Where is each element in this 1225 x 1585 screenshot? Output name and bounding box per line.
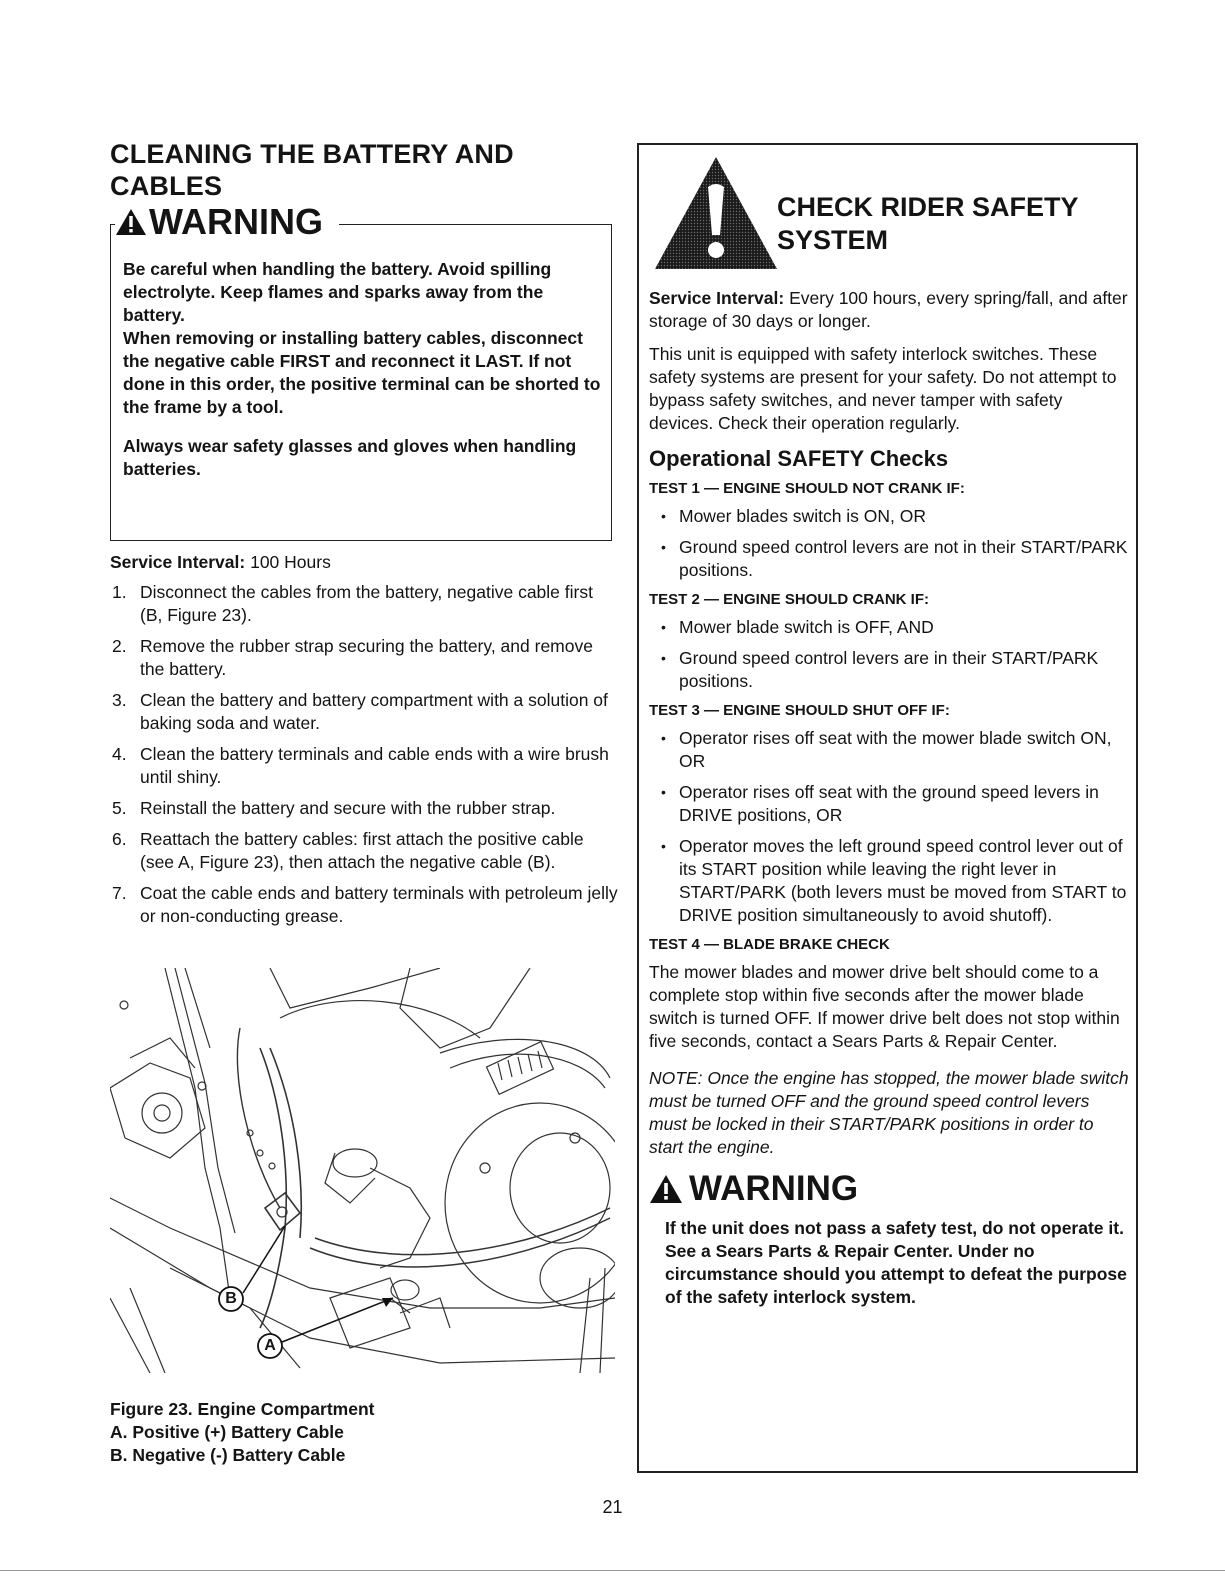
warning-triangle-icon bbox=[115, 208, 147, 236]
list-item: • Ground speed control levers are not in their START/PARK positions. bbox=[649, 536, 1129, 582]
step-text: Reinstall the battery and secure with the rubber strap. bbox=[140, 798, 556, 818]
list-item bbox=[110, 743, 620, 789]
service-interval bbox=[649, 287, 1129, 333]
warning-label: WARNING bbox=[689, 1169, 859, 1208]
test4-paragraph: The mower blades and mower drive belt should come to a complete stop within five seconds after the mower blade switch is turned OFF. If mower drive belt does not stop within five seconds, contact a Sears Parts & Repair Center. bbox=[649, 962, 1120, 1051]
warning-header bbox=[115, 202, 329, 242]
note-paragraph: NOTE: Once the engine has stopped, the mower blade switch must be turned OFF and the ground speed control levers must be locked in their START/PARK positions in order to start the engine. bbox=[649, 1068, 1129, 1157]
warning-label: WARNING bbox=[149, 201, 323, 242]
list-item bbox=[110, 828, 620, 874]
warning-text: If the unit does not pass a safety test, do not operate it. See a Sears Parts & Repair Center. Under no circumstance should you attempt to defeat the purpose of the safety interlock system. bbox=[665, 1218, 1127, 1307]
list-item bbox=[110, 635, 620, 681]
list-item bbox=[110, 689, 620, 735]
operational-checks-title: Operational SAFETY Checks bbox=[649, 446, 949, 471]
step-text: Clean the battery and battery compartment with a solution of baking soda and water. bbox=[140, 690, 608, 733]
warning-header bbox=[649, 1169, 1129, 1209]
step-text: Clean the battery terminals and cable ends with a wire brush until shiny. bbox=[140, 744, 609, 787]
test3-list bbox=[649, 727, 1129, 927]
list-item: • Operator rises off seat with the mower blade switch ON, OR bbox=[649, 727, 1129, 773]
list-item bbox=[110, 882, 620, 928]
warning-paragraph: Always wear safety glasses and gloves when handling batteries. bbox=[123, 436, 577, 479]
warning-text bbox=[123, 258, 605, 481]
service-interval-value: Every 100 hours, every spring/fall, and after storage of 30 days or longer. bbox=[649, 288, 1128, 331]
test3-heading: TEST 3 — ENGINE SHOULD SHUT OFF IF: bbox=[649, 702, 950, 719]
service-interval bbox=[110, 551, 620, 573]
list-item: • Mower blade switch is OFF, AND bbox=[649, 616, 1129, 639]
engine-compartment-figure bbox=[110, 968, 615, 1373]
list-item: • Ground speed control levers are in their START/PARK positions. bbox=[649, 647, 1129, 693]
warning-triangle-icon bbox=[651, 153, 781, 273]
step-number: 7. bbox=[112, 883, 127, 903]
list-item: • Operator moves the left ground speed control lever out of its START position while leaving the right lever in START/PARK (both levers must be moved from START to DRIVE position simultaneously to avoid shutoff). bbox=[649, 835, 1129, 927]
list-item bbox=[110, 581, 620, 627]
step-text: Reattach the battery cables: first attach the positive cable (see A, Figure 23), then attach the negative cable (B). bbox=[140, 829, 584, 872]
test1-heading: TEST 1 — ENGINE SHOULD NOT CRANK IF: bbox=[649, 480, 965, 497]
intro-paragraph: This unit is equipped with safety interlock switches. These safety systems are present for your safety. Do not attempt to bypass safety switches, and never tamper with safety devices. Check their operation regularly. bbox=[649, 344, 1117, 433]
rider-safety-title-line1: CHECK RIDER SAFETY bbox=[777, 192, 1079, 222]
test2-list bbox=[649, 616, 1129, 693]
step-number: 6. bbox=[112, 829, 127, 849]
section-title bbox=[110, 138, 620, 202]
warning-triangle-icon bbox=[649, 1174, 683, 1204]
steps-list bbox=[110, 581, 620, 928]
service-interval-label: Service Interval: bbox=[649, 288, 785, 308]
rider-safety-title-line2: SYSTEM bbox=[777, 225, 889, 255]
figure-caption-a: A. Positive (+) Battery Cable bbox=[110, 1422, 344, 1442]
service-interval-value: 100 Hours bbox=[250, 552, 331, 572]
list-item: • Mower blades switch is ON, OR bbox=[649, 505, 1129, 528]
step-number: 4. bbox=[112, 744, 127, 764]
warning-box-topline bbox=[339, 224, 612, 225]
section-title-line1: CLEANING THE BATTERY AND bbox=[110, 139, 514, 169]
warning-paragraph: When removing or installing battery cables, disconnect the negative cable FIRST and reconnect it LAST. If not done in this order, the positive terminal can be shorted to the frame by a tool. bbox=[123, 328, 601, 417]
list-item: • Operator rises off seat with the ground speed levers in DRIVE positions, OR bbox=[649, 781, 1129, 827]
section-title-line2: CABLES bbox=[110, 171, 223, 201]
engine-compartment-illustration bbox=[110, 968, 615, 1373]
warning-paragraph: Be careful when handling the battery. Avoid spilling electrolyte. Keep flames and sparks away from the battery. bbox=[123, 259, 552, 325]
figure-caption-title: Figure 23. Engine Compartment bbox=[110, 1399, 375, 1419]
callout-a: A bbox=[264, 1337, 276, 1354]
test4-heading: TEST 4 — BLADE BRAKE CHECK bbox=[649, 936, 890, 953]
callout-b: B bbox=[225, 1290, 237, 1307]
warning-box bbox=[110, 201, 612, 541]
figure-caption-b: B. Negative (-) Battery Cable bbox=[110, 1445, 346, 1465]
rider-safety-content bbox=[649, 287, 1129, 1309]
test2-heading: TEST 2 — ENGINE SHOULD CRANK IF: bbox=[649, 591, 930, 608]
rider-safety-title bbox=[777, 191, 1079, 257]
step-number: 3. bbox=[112, 690, 127, 710]
step-number: 2. bbox=[112, 636, 127, 656]
step-text: Remove the rubber strap securing the battery, and remove the battery. bbox=[140, 636, 593, 679]
step-text: Disconnect the cables from the battery, negative cable first (B, Figure 23). bbox=[140, 582, 593, 625]
rider-safety-box bbox=[637, 143, 1138, 1473]
step-text: Coat the cable ends and battery terminals with petroleum jelly or non-conducting grease. bbox=[140, 883, 618, 926]
list-item bbox=[110, 797, 620, 820]
step-number: 5. bbox=[112, 798, 127, 818]
page-number: 21 bbox=[602, 1497, 623, 1517]
figure-caption bbox=[110, 1398, 615, 1467]
bottom-rule bbox=[0, 1570, 1225, 1571]
battery-section bbox=[110, 138, 620, 936]
test1-list bbox=[649, 505, 1129, 582]
step-number: 1. bbox=[112, 582, 127, 602]
service-interval-label: Service Interval: bbox=[110, 552, 246, 572]
